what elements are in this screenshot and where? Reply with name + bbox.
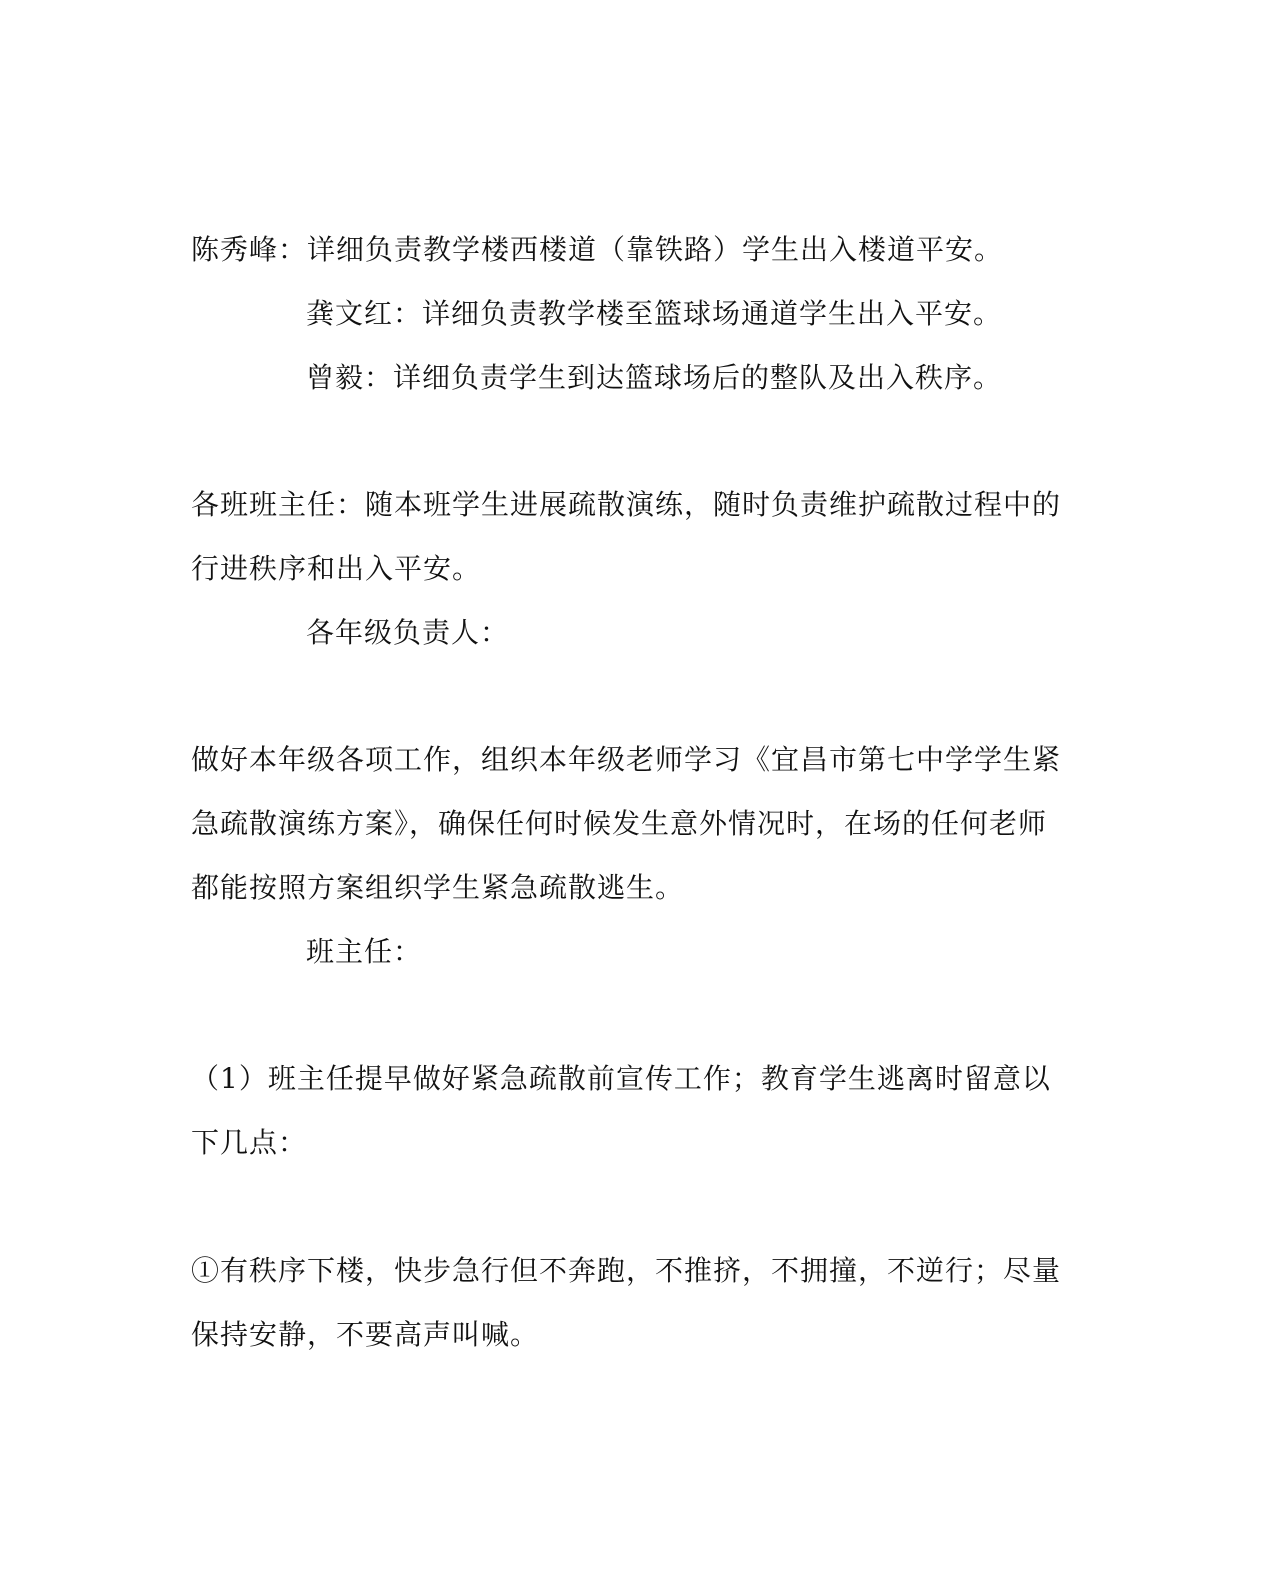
text-line-gong-wenhong: 龚文红：详细负责教学楼至篮球场通道学生出入平安。 — [306, 297, 1003, 330]
text-line-zeng-yi: 曾毅：详细负责学生到达篮球场后的整队及出入秩序。 — [306, 361, 1003, 394]
text-line-subitem-1-part-2: 保持安静，不要高声叫喊。 — [191, 1318, 540, 1351]
text-line-grade-leaders-1: 做好本年级各项工作，组织本年级老师学习《宜昌市第七中学学生紧 — [191, 743, 1062, 776]
text-line-chen-xiufeng: 陈秀峰：详细负责教学楼西楼道（靠铁路）学生出入楼道平安。 — [191, 233, 1004, 266]
text-line-grade-leaders-3: 都能按照方案组织学生紧急疏散逃生。 — [191, 871, 685, 904]
text-line-subitem-1-part-1: ①有秩序下楼，快步急行但不奔跑，不推挤，不拥撞，不逆行；尽量 — [191, 1254, 1062, 1287]
text-line-item-1-part-2: 下几点： — [191, 1126, 308, 1159]
text-line-head-teacher-heading: 班主任： — [306, 935, 423, 968]
text-line-class-teachers-1: 各班班主任：随本班学生进展疏散演练，随时负责维护疏散过程中的 — [191, 488, 1062, 521]
text-line-class-teachers-2: 行进秩序和出入平安。 — [191, 552, 482, 585]
text-line-grade-leaders-2: 急疏散演练方案》，确保任何时候发生意外情况时，在场的任何老师 — [191, 807, 1048, 840]
text-line-item-1-part-1: （1）班主任提早做好紧急疏散前宣传工作；教育学生逃离时留意以 — [191, 1062, 1051, 1095]
text-line-grade-leaders-heading: 各年级负责人： — [306, 616, 510, 649]
